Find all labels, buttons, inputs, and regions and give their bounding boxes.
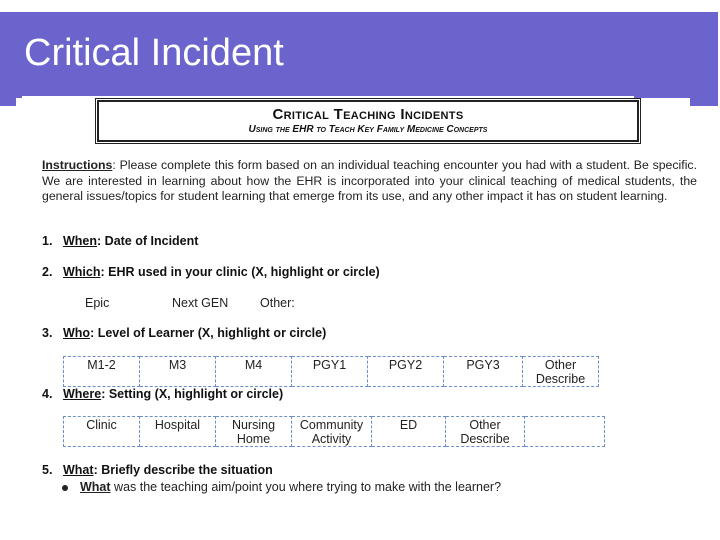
instructions-text: : Please complete this form based on an individual teaching encounter you had with a student. Be specific. We are interested in learning about how the EHR is incorporated into your clinical teaching of medical students, the general issues/topics for student learning that emerge from its use, and any other impact it has on student learning. [42, 158, 697, 203]
form-subheading: Using the EHR to Teach Key Family Medicine Concepts [248, 124, 488, 135]
question-what [42, 463, 273, 477]
form-heading: Critical Teaching Incidents [272, 106, 464, 123]
question-who [42, 326, 326, 340]
bullet-key: What [80, 480, 111, 494]
question-number: 1. [42, 234, 53, 248]
learner-option-m4[interactable]: M4 [216, 357, 292, 387]
learner-option-pgy2[interactable]: PGY2 [368, 357, 444, 387]
question-text: : Date of Incident [97, 234, 199, 248]
setting-option-ed[interactable]: ED [372, 417, 446, 447]
question-where [42, 387, 283, 401]
question-text: : Briefly describe the situation [93, 463, 273, 477]
setting-grid [63, 416, 605, 447]
question-number: 3. [42, 326, 53, 340]
instructions-label: Instructions [42, 158, 113, 172]
slide-title: Critical Incident [24, 32, 284, 74]
question-key: Which [63, 265, 101, 279]
question-text: : Level of Learner (X, highlight or circle) [90, 326, 327, 340]
ehr-option-epic[interactable]: Epic [85, 296, 110, 310]
question-key: What [63, 463, 94, 477]
learner-option-pgy3[interactable]: PGY3 [444, 357, 523, 387]
question-when [42, 234, 198, 248]
setting-option-blank[interactable] [525, 417, 605, 447]
learner-option-m3[interactable]: M3 [140, 357, 216, 387]
question-number: 4. [42, 387, 53, 401]
question-text: : Setting (X, highlight or circle) [101, 387, 284, 401]
question-key: When [63, 234, 98, 248]
title-bar-edge [690, 12, 718, 106]
question-number: 2. [42, 265, 53, 279]
form-header-box [97, 100, 639, 142]
bullet-text: was the teaching aim/point you where trying to make with the learner? [110, 480, 502, 494]
ehr-option-other[interactable]: Other: [260, 296, 295, 310]
question-key: Who [63, 326, 91, 340]
setting-option-clinic[interactable]: Clinic [64, 417, 140, 447]
question-what-bullet [62, 480, 501, 494]
bullet-dot-icon [62, 485, 68, 491]
learner-option-other[interactable]: Other Describe [523, 357, 599, 387]
instructions-paragraph [42, 158, 697, 205]
setting-option-nursing-home[interactable]: Nursing Home [216, 417, 292, 447]
question-key: Where [63, 387, 102, 401]
learner-option-m1-2[interactable]: M1-2 [64, 357, 140, 387]
ehr-option-nextgen[interactable]: Next GEN [172, 296, 229, 310]
question-text: : EHR used in your clinic (X, highlight or circle) [100, 265, 380, 279]
question-number: 5. [42, 463, 53, 477]
question-which [42, 265, 380, 279]
setting-option-hospital[interactable]: Hospital [140, 417, 216, 447]
title-bar-tab [0, 98, 16, 106]
learner-option-pgy1[interactable]: PGY1 [292, 357, 368, 387]
learner-level-grid [63, 356, 599, 387]
setting-option-community-activity[interactable]: Community Activity [292, 417, 372, 447]
setting-option-other[interactable]: Other Describe [446, 417, 525, 447]
